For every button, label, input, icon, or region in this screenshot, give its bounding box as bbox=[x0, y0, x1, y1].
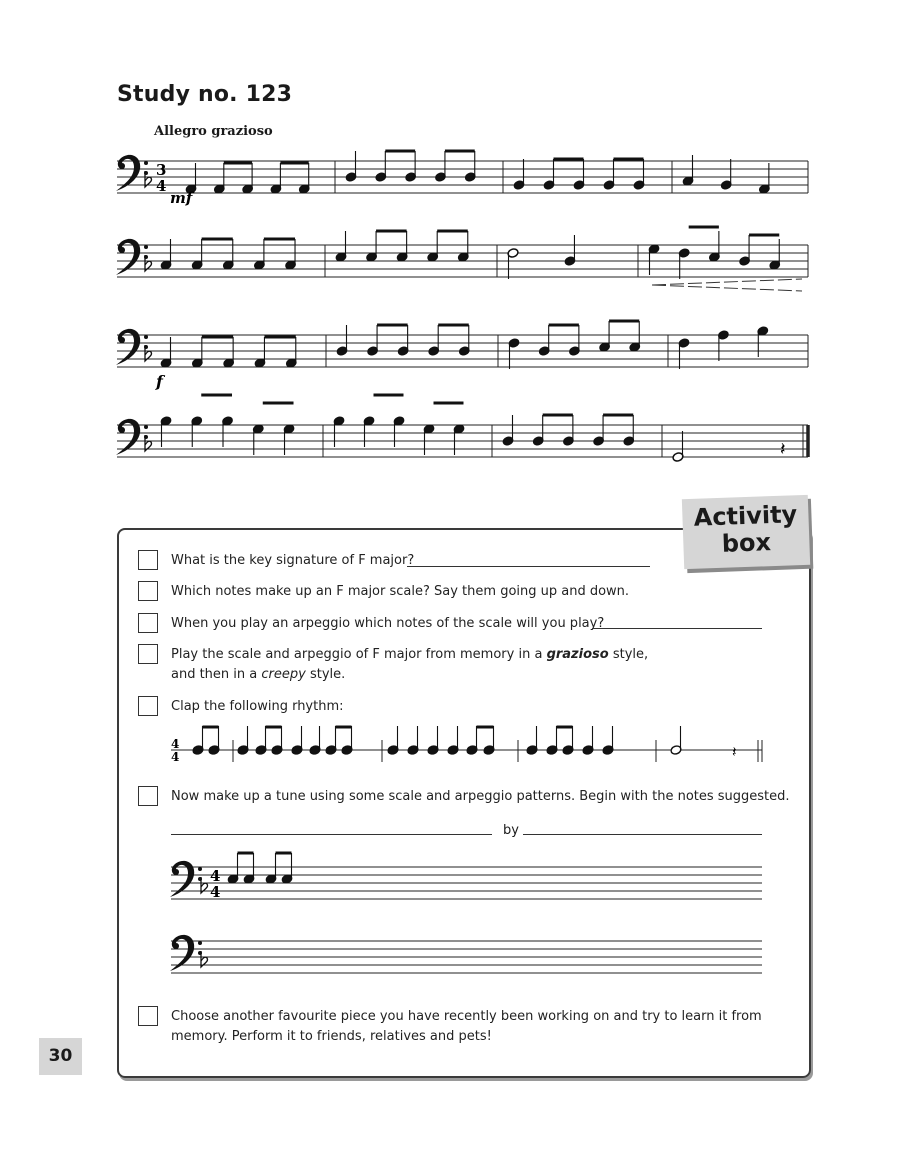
q4-creepy: creepy bbox=[261, 667, 306, 682]
bass-clef-icon bbox=[116, 329, 148, 365]
composer-line[interactable] bbox=[523, 834, 762, 835]
page-number: 30 bbox=[39, 1038, 82, 1075]
checkbox-favourite-piece[interactable] bbox=[138, 1006, 158, 1026]
checkbox-key-signature[interactable] bbox=[138, 550, 158, 570]
rhythm-rest: 𝄽 bbox=[732, 743, 737, 761]
tune-time-top: 4 bbox=[210, 867, 221, 885]
activity-badge bbox=[682, 495, 810, 569]
staff-3 bbox=[116, 321, 808, 369]
bass-clef-icon bbox=[116, 239, 148, 275]
checkbox-arpeggio[interactable] bbox=[138, 613, 158, 633]
bass-clef-icon bbox=[116, 155, 148, 191]
time-signature-top: 3 bbox=[156, 161, 167, 179]
hairpin-bottom bbox=[652, 285, 802, 291]
rhythm-time-bottom: 4 bbox=[171, 750, 180, 764]
q4-text-c: style, bbox=[608, 647, 649, 662]
tempo-marking: Allegro grazioso bbox=[154, 124, 273, 139]
tune-title-line[interactable] bbox=[171, 834, 492, 835]
bass-clef-icon bbox=[116, 419, 148, 455]
question-scale-notes: Which notes make up an F major scale? Say them going up and down. bbox=[171, 584, 630, 599]
answer-line-arpeggio[interactable] bbox=[592, 628, 762, 629]
checkbox-play-scale[interactable] bbox=[138, 644, 158, 664]
rhythm-time-top: 4 bbox=[171, 737, 180, 751]
q7-line1: Choose another favourite piece you have recently been working on and try to learn it from bbox=[171, 1009, 762, 1024]
badge-line1: Activity bbox=[693, 500, 798, 532]
q4-grazioso: grazioso bbox=[546, 647, 609, 662]
tune-time-bottom: 4 bbox=[210, 883, 221, 901]
staff-1 bbox=[116, 151, 808, 195]
question-key-signature: What is the key signature of F major? bbox=[171, 553, 415, 568]
question-make-tune: Now make up a tune using some scale and arpeggio patterns. Begin with the notes suggested. bbox=[171, 789, 790, 804]
badge-line2: box bbox=[721, 528, 772, 558]
checkbox-clap-rhythm[interactable] bbox=[138, 696, 158, 716]
hairpin-top bbox=[652, 279, 802, 285]
time-signature-bottom: 4 bbox=[156, 177, 167, 195]
dynamic-f: f bbox=[156, 372, 163, 391]
page-title: Study no. 123 bbox=[117, 82, 293, 107]
q4-text-a: Play the scale and arpeggio of F major from memory in a bbox=[171, 647, 547, 662]
answer-line-key-signature[interactable] bbox=[407, 566, 650, 567]
q4-text-d: and then in a bbox=[171, 667, 262, 682]
question-favourite-piece bbox=[171, 1007, 762, 1047]
checkbox-scale-notes[interactable] bbox=[138, 581, 158, 601]
quarter-rest: 𝄽 bbox=[780, 439, 786, 460]
staff-2 bbox=[116, 227, 808, 279]
staff-4 bbox=[116, 395, 808, 462]
q7-line2: memory. Perform it to friends, relatives and pets! bbox=[171, 1029, 492, 1044]
question-arpeggio: When you play an arpeggio which notes of the scale will you play? bbox=[171, 616, 605, 631]
question-clap-rhythm: Clap the following rhythm: bbox=[171, 699, 344, 714]
by-label: by bbox=[503, 823, 519, 838]
q4-text-f: style. bbox=[305, 667, 346, 682]
checkbox-make-tune[interactable] bbox=[138, 786, 158, 806]
dynamic-mf: mf bbox=[170, 189, 193, 207]
question-play-scale bbox=[171, 645, 648, 685]
